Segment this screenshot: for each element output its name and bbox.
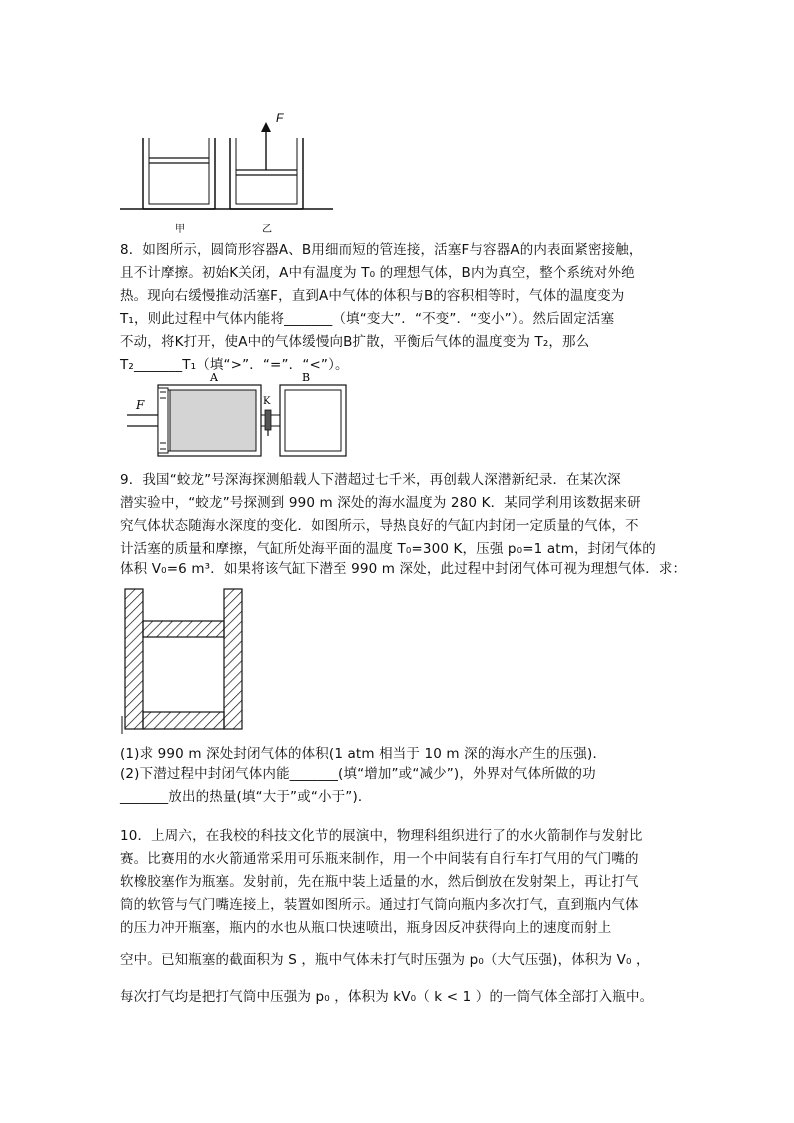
force-f-label: F bbox=[136, 398, 145, 412]
figure-piston-containers bbox=[115, 108, 335, 236]
label-a: A bbox=[210, 371, 218, 384]
q8-line-6: T₂_______T₁（填“>”．“=”．“<”）。 bbox=[120, 357, 349, 373]
q9-sub-1: (1)求 990 m 深处封闭气体的体积(1 atm 相当于 10 m 深的海水产生的压强)． bbox=[120, 746, 607, 762]
label-jia: 甲 bbox=[175, 224, 185, 235]
q9-line-3: 究气体状态随海水深度的变化．如图所示，导热良好的气缸内封闭一定质量的气体，不 bbox=[120, 518, 639, 534]
figure-cylinder-piston bbox=[118, 586, 248, 736]
q9-line-5: 体积 V₀=6 m³．如果将该气缸下潜至 990 m 深处，此过程中封闭气体可视为理想气体．求： bbox=[120, 561, 687, 577]
q10-line-1: 10．上周六，在我校的科技文化节的展演中，物理科组织进行了的水火箭制作与发射比 bbox=[120, 828, 643, 844]
q10-line-5: 的压力冲开瓶塞，瓶内的水也从瓶口快速喷出，瓶身因反冲获得向上的速度而射上 bbox=[120, 920, 612, 936]
q10-line-6: 空中。已知瓶塞的截面积为 S ，瓶中气体未打气时压强为 p₀（大气压强)，体积为 V₀ ， bbox=[120, 952, 650, 968]
q9-line-4: 计活塞的质量和摩擦，气缸所处海平面的温度 T₀=300 K，压强 p₀=1 atm，封闭气体的 bbox=[120, 541, 656, 557]
q10-line-4: 筒的软管与气门嘴连接上，装置如图所示。通过打气筒向瓶内多次打气，直到瓶内气体 bbox=[120, 897, 639, 913]
q10-line-7: 每次打气均是把打气筒中压强为 p₀ ，体积为 kV₀（ k < 1 ）的一筒气体全部打入瓶中。 bbox=[120, 989, 654, 1005]
label-k: K bbox=[263, 396, 271, 407]
q10-line-2: 赛。比赛用的水火箭通常采用可乐瓶来制作，用一个中间装有自行车打气用的气门嘴的 bbox=[120, 851, 639, 867]
q9-line-2: 潜实验中，“蛟龙”号探测到 990 m 深处的海水温度为 280 K．某同学利用该数据来研 bbox=[120, 495, 641, 511]
force-label: F bbox=[276, 111, 284, 125]
label-b: B bbox=[302, 371, 311, 384]
q9-sub-3: _______放出的热量(填“大于”或“小于”)． bbox=[120, 789, 372, 805]
q8-line-4: T₁，则此过程中气体内能将_______（填“变大”．“不变”．“变小”）。然后固定活塞 bbox=[120, 311, 615, 327]
q9-sub-2: (2)下潜过程中封闭气体内能_______(填“增加”或“减少”)，外界对气体所做的功 bbox=[120, 766, 596, 782]
figure-cylinders-ab bbox=[122, 368, 352, 458]
q8-line-3: 热。现向右缓慢推动活塞F，直到A中气体的体积与B的容积相等时，气体的温度变为 bbox=[120, 288, 625, 304]
q8-line-5: 不动，将K打开，使A中的气体缓慢向B扩散，平衡后气体的温度变为 T₂，那么 bbox=[120, 334, 590, 350]
q10-line-3: 软橡胶塞作为瓶塞。发射前，先在瓶中装上适量的水，然后倒放在发射架上，再让打气 bbox=[120, 874, 639, 890]
q9-line-1: 9．我国“蛟龙”号深海探测船载人下潜超过七千米，再创载人深潜新纪录．在某次深 bbox=[120, 472, 621, 488]
q8-line-2: 且不计摩擦。初始K关闭，A中有温度为 T₀ 的理想气体，B内为真空，整个系统对外绝 bbox=[120, 265, 635, 281]
label-yi: 乙 bbox=[262, 224, 272, 235]
q8-line-1: 8．如图所示，圆筒形容器A、B用细而短的管连接，活塞F与容器A的内表面紧密接触， bbox=[120, 242, 643, 258]
